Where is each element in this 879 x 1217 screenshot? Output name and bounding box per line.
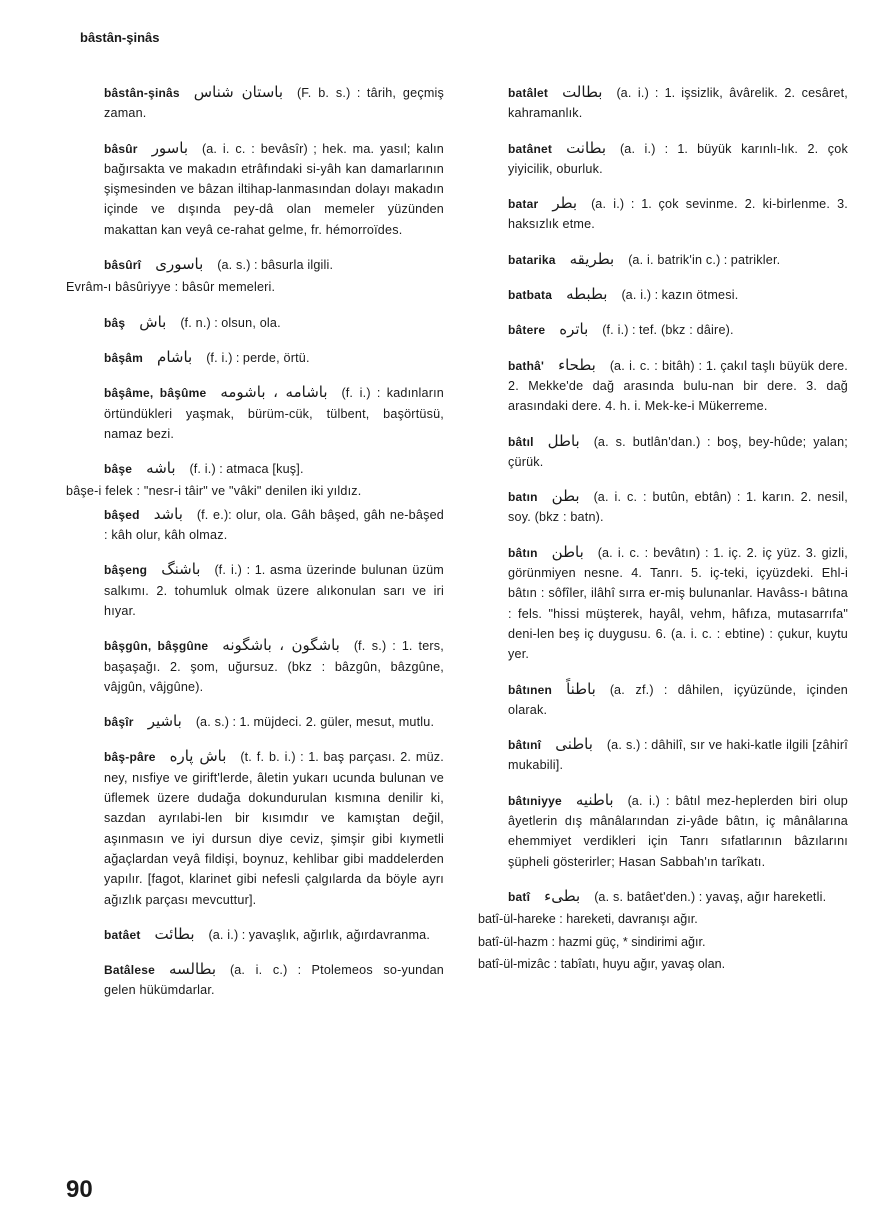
dictionary-entry <box>470 542 848 665</box>
dictionary-entry <box>66 138 444 240</box>
arabic-script: باشنگ <box>161 560 201 579</box>
headword: batânet <box>508 141 553 156</box>
definition-text: (a. s. batâet'den.) : yavaş, ağır hareketli. <box>594 889 827 904</box>
definition-text: batî-ül-hazm : hazmi güç, * sindirimi ağır. <box>478 934 706 949</box>
headword: bâtere <box>508 323 546 338</box>
dictionary-entry <box>470 431 848 473</box>
running-head: bâstân-şinâs <box>80 30 160 45</box>
definition-text: (a. i.) : 1. büyük karınlı-lık. 2. çok yiyicilik, oburluk. <box>508 141 848 176</box>
definition-text: (f. n.) : olsun, ola. <box>180 315 281 330</box>
dictionary-entry <box>66 504 444 546</box>
dictionary-entry <box>66 458 444 479</box>
dictionary-entry <box>66 711 444 732</box>
definition-text: (a. i. c. : bevâsîr) ; hek. ma. yasıl; kalın bağırsakta ve makadın etrâfındaki si-yâh kan damarlarının şişmesinden ve bâzan iltihap-lanmasından dolayı makadın içinde ve dışında pey-dâ olan memeler yüzünden makattan kan veyâ ce-rahat gelme, fr. hémorroïdes. <box>104 141 444 237</box>
headword: batarika <box>508 252 556 267</box>
definition-text: (f. i.) : 1. asma üzerinde bulunan üzüm salkımı. 2. tohumluk olmak üzere alıkonulan sarı ve iri hıyar. <box>104 563 444 618</box>
headword: bâstân-şinâs <box>104 86 180 100</box>
dictionary-entry <box>470 249 848 270</box>
definition-text: (a. i.) : bâtıl mez-heplerden biri olup âyetlerin dış mânâlarından zi-yâde bâtın, iç mânâlarına ehemmiyet verdikleri için Tanrı sıfatlarının bâzılarını şüpheli gösterirler; Hasan Sabbah'ın tarîkatı. <box>508 793 848 869</box>
definition-text: (a. s. butlân'dan.) : boş, bey-hûde; yalan; çürük. <box>508 434 848 469</box>
definition-text: batî-ül-mizâc : tabîatı, huyu ağır, yavaş olan. <box>478 956 726 971</box>
left-column <box>66 82 444 1015</box>
dictionary-entry <box>66 347 444 368</box>
entry-continuation <box>470 909 848 929</box>
definition-text: (a. s.) : 1. müjdeci. 2. güler, mesut, mutlu. <box>195 715 435 730</box>
arabic-script: بطحاء <box>558 355 596 374</box>
arabic-script: باطنیه <box>575 790 614 809</box>
headword: batâlet <box>508 86 549 100</box>
arabic-script: بطریقه <box>569 249 615 268</box>
definition-text: (a. i. c. : bitâh) : 1. çakıl taşlı büyük dere. 2. Mekke'de dağ arasında bulu-nan bir dere. 3. dağ arasındaki dere. 4. h. i. Mek-ke-i Mükerreme. <box>508 358 848 414</box>
arabic-script: باطنی <box>555 735 593 754</box>
definition-text: (t. f. b. i.) : 1. baş parçası. 2. müz. ney, nısfiye ve girift'lerde, âletin yukarı ucunda bulunan ve üflemek üzere dudağa dokundurulan kısmına denilir ki, sazdan ayrılabi-len bir kısımdır ve kamıştan değil, aşınmasın ve iyi dursun diye ceviz, şimşir gibi kıymetli ağaçlardan veyâ fildişi, boynuz, kehlibar gibi maddelerden yapılır. [fagot, klarinet gibi nefesli çalgılarda da böyle ayrı ağızlık parçası mevcuttur]. <box>104 750 444 907</box>
headword: bathâ' <box>508 358 545 373</box>
entry-continuation <box>470 932 848 952</box>
dictionary-entry <box>66 254 444 275</box>
arabic-script: باسور <box>151 138 188 157</box>
arabic-script: بطبطه <box>566 285 608 304</box>
arabic-script: باشگون ، باشگونه <box>222 636 340 655</box>
headword: bâş-pâre <box>104 750 156 765</box>
arabic-script: باشام <box>157 347 193 366</box>
headword: bâtınî <box>508 738 542 753</box>
entry-continuation <box>66 277 444 297</box>
arabic-script: بطر <box>552 194 578 213</box>
arabic-script: باشد <box>153 504 183 523</box>
definition-text: bâşe-i felek : "nesr-i tâir" ve "vâki" denilen iki yıldız. <box>66 484 362 499</box>
arabic-script: باستان شناس <box>193 83 284 101</box>
definition-text: (f. s.) : 1. ters, başaşağı. 2. şom, uğursuz. (bkz : bâzgûn, bâzgûne, vâjgûn, vâjgûne). <box>104 639 444 694</box>
definition-text: batî-ül-hareke : hareketi, davranışı ağır. <box>478 912 698 927</box>
definition-text: (a. i.) : kazın ötmesi. <box>621 288 739 303</box>
dictionary-entry <box>66 635 444 697</box>
arabic-script: بطیء <box>544 886 581 905</box>
arabic-script: باطن <box>551 542 584 561</box>
arabic-script: باشه <box>146 459 176 478</box>
definition-text: (F. b. s.) : târih, geçmiş zaman. <box>104 86 444 121</box>
dictionary-entry <box>66 559 444 621</box>
definition-text: Evrâm-ı bâsûriyye : bâsûr memeleri. <box>66 280 276 295</box>
definition-text: (f. i.) : kadınların örtündükleri yaşmak, bürüm-cük, tülbent, başörtüsü, namaz bezi. <box>104 386 445 441</box>
dictionary-entry <box>470 319 848 340</box>
definition-text: (a. i.) : yavaşlık, ağırlık, ağırdavranma. <box>208 927 431 942</box>
dictionary-entry <box>470 355 848 417</box>
arabic-script: باش <box>139 312 167 331</box>
dictionary-entry <box>470 138 848 180</box>
right-column <box>470 82 848 976</box>
dictionary-entry <box>66 959 444 1001</box>
dictionary-entry <box>470 886 848 907</box>
arabic-script: باشامه ، باشومه <box>220 383 328 402</box>
headword: bâşâme, bâşûme <box>104 386 207 401</box>
headword: bâşe <box>104 462 133 477</box>
dictionary-entry <box>470 82 848 124</box>
definition-text: (a. i.) : 1. işsizlik, âvârelik. 2. cesâret, kahramanlık. <box>508 86 848 121</box>
definition-text: (a. i.) : 1. çok sevinme. 2. ki-birlenme. 3. haksızlık etme. <box>508 197 848 232</box>
definition-text: (a. i. batrik'in c.) : patrikler. <box>628 252 781 267</box>
headword: Batâlese <box>104 963 155 978</box>
headword: batbata <box>508 288 553 303</box>
dictionary-entry <box>470 790 848 872</box>
headword: bâşgûn, bâşgûne <box>104 639 209 654</box>
dictionary-entry <box>470 193 848 235</box>
headword: batî <box>508 889 531 904</box>
headword: bâtıniyye <box>508 793 562 808</box>
arabic-script: بطالسه <box>168 960 217 979</box>
arabic-script: باشیر <box>147 712 182 731</box>
arabic-script: باسوری <box>155 255 204 274</box>
headword: bâşîr <box>104 715 134 730</box>
definition-text: (a. i. c. : bevâtın) : 1. iç. 2. iç yüz. 3. gizli, görünmiyen nesne. 4. Tanrı. 5. iç-teki, içyüzdeki. Ehl-i bâtın : sôfîler, ilâhî sırra er-miş bulunanlar. Havâss-ı bâtına : fels. "hissi müşterek, hayâl, vehm, hâfıza, mutasarrıfa" deni-len beş iç duygusu. 6. (a. i. c. : ebtine) : çukur, kuytu yer. <box>508 545 848 662</box>
dictionary-entry <box>470 734 848 776</box>
definition-text: (a. i. c.) : Ptolemeos so-yundan gelen hükümdarlar. <box>104 963 444 998</box>
definition-text: (f. i.) : tef. (bkz : dâire). <box>602 323 734 338</box>
dictionary-entry <box>66 382 444 444</box>
headword: bâsûr <box>104 141 138 156</box>
arabic-script: باتره <box>559 320 589 339</box>
headword: bâtıl <box>508 434 534 449</box>
definition-text: (f. i.) : perde, örtü. <box>206 350 310 365</box>
arabic-script: بطائت <box>154 924 195 943</box>
entry-continuation <box>470 954 848 974</box>
headword: bâşed <box>104 507 140 522</box>
headword: batar <box>508 197 539 212</box>
definition-text: (f. e.): olur, ola. Gâh bâşed, gâh ne-bâşed : kâh olur, kâh olmaz. <box>104 507 444 543</box>
dictionary-entry <box>470 679 848 721</box>
entry-continuation <box>66 481 444 501</box>
definition-text: (a. s.) : bâsurla ilgili. <box>217 258 334 273</box>
arabic-script: باطل <box>547 431 580 450</box>
arabic-script: بطالت <box>562 83 603 101</box>
definition-text: (a. i. c. : butûn, ebtân) : 1. karın. 2. nesil, soy. (bkz : batn). <box>508 490 848 525</box>
dictionary-entry <box>470 486 848 528</box>
page-number: 90 <box>66 1176 93 1203</box>
definition-text: (a. s.) : dâhilî, sır ve haki-katle ilgili [zâhirî mukabili]. <box>508 738 848 773</box>
definition-text: (a. zf.) : dâhilen, içyüzünde, içinden olarak. <box>508 682 848 717</box>
arabic-script: باش پاره <box>169 747 227 766</box>
headword: bâtınen <box>508 682 553 697</box>
arabic-script: بطن <box>551 487 580 506</box>
dictionary-entry <box>66 924 444 945</box>
dictionary-entry <box>66 82 444 124</box>
arabic-script: باطناً <box>566 679 596 698</box>
headword: bâş <box>104 315 126 330</box>
headword: batâet <box>104 927 141 942</box>
arabic-script: بطانت <box>566 138 607 157</box>
headword: bâşâm <box>104 350 144 365</box>
dictionary-entry <box>470 284 848 305</box>
dictionary-entry <box>66 746 444 909</box>
headword: bâsûrî <box>104 258 142 273</box>
definition-text: (f. i.) : atmaca [kuş]. <box>189 462 304 477</box>
headword: bâtın <box>508 545 538 560</box>
dictionary-entry <box>66 312 444 333</box>
headword: bâşeng <box>104 563 148 578</box>
headword: batın <box>508 490 538 505</box>
